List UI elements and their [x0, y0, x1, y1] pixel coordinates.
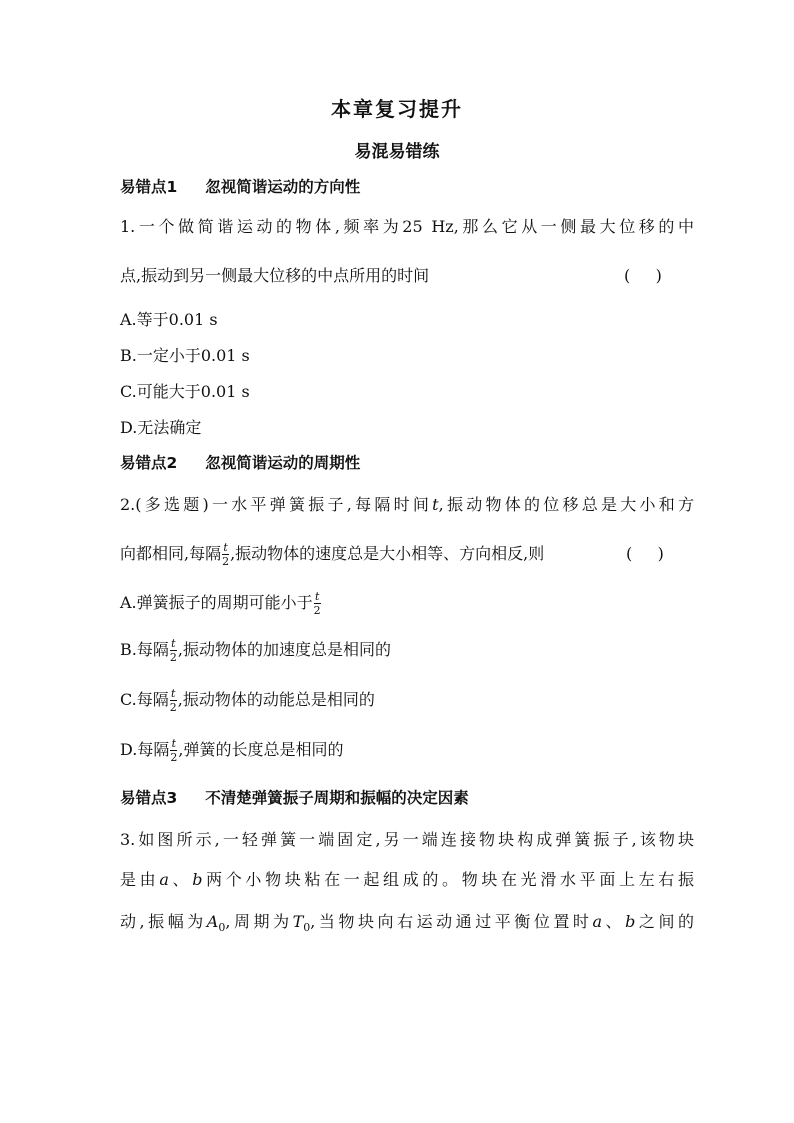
q3-line-1: 3.如图所示,一轻弹簧一端固定,另一端连接物块构成弹簧振子,该物块 [120, 830, 694, 849]
var-a: a [159, 870, 169, 889]
section-heading-3 [120, 786, 694, 810]
section-title: 不清楚弹簧振子周期和振幅的决定因素 [205, 789, 469, 807]
var-b: b [625, 912, 636, 931]
q1-option-d: D.无法确定 [120, 418, 202, 437]
q1-option-b: B.一定小于0.01 s [120, 346, 250, 365]
q1-option-a: A.等于0.01 s [120, 310, 218, 329]
var-t: t [432, 495, 439, 514]
q2-option-b: B.每隔 $\frac{t}{2}$ ,振动物体的加速度总是相同的 [120, 637, 391, 665]
q1-option-c: C.可能大于0.01 s [120, 382, 250, 401]
fraction-t-over-2: $\frac{t}{2}$ [169, 687, 177, 715]
var-a: a [592, 912, 603, 931]
q1-line-2: 点,振动到另一侧最大位移的中点所用的时间 [120, 266, 430, 285]
var-T0: T [292, 912, 304, 931]
var-b: b [192, 870, 203, 889]
q3-line-2: 是由a、b两个小物块粘在一起组成的。物块在光滑水平面上左右振 [120, 870, 694, 889]
q2-line-2: 向都相同,每隔 $\frac{t}{2}$ ,振动物体的速度总是大小相等、方向相反,则 [120, 541, 545, 569]
fraction-t-over-2: $\frac{t}{2}$ [313, 590, 321, 618]
section-number: 易错点3 [120, 789, 178, 807]
fraction-t-over-2: $\frac{t}{2}$ [169, 637, 177, 665]
section-title: 忽视简谐运动的方向性 [205, 178, 361, 196]
q1-line-1: 1.一个做简谐运动的物体,频率为25 Hz,那么它从一侧最大位移的中 [120, 217, 694, 236]
q1-answer-bracket: ( ) [624, 266, 662, 285]
var-A0: A [206, 912, 219, 931]
q2-option-d: D.每隔 $\frac{t}{2}$ ,弹簧的长度总是相同的 [120, 737, 344, 765]
page-title: 本章复习提升 [331, 97, 463, 121]
section-heading-2 [120, 451, 694, 475]
q2-option-a: A.弹簧振子的周期可能小于 $\frac{t}{2}$ [120, 590, 321, 618]
section-number: 易错点1 [120, 178, 178, 196]
section-heading-1 [120, 175, 694, 199]
q2-answer-bracket: ( ) [626, 544, 664, 563]
fraction-t-over-2: $\frac{t}{2}$ [222, 541, 230, 569]
section-title: 忽视简谐运动的周期性 [205, 454, 361, 472]
q2-option-c: C.每隔 $\frac{t}{2}$ ,振动物体的动能总是相同的 [120, 687, 375, 715]
section-number: 易错点2 [120, 454, 178, 472]
q3-line-3: 动,振幅为$A_0$,周期为$T_0$,当物块向右运动通过平衡位置时a、b之间的 [120, 912, 694, 935]
q2-line-1: 2.(多选题)一水平弹簧振子,每隔时间t,振动物体的位移总是大小和方 [120, 495, 694, 514]
page-subtitle: 易混易错练 [354, 142, 440, 162]
fraction-t-over-2: $\frac{t}{2}$ [170, 737, 178, 765]
